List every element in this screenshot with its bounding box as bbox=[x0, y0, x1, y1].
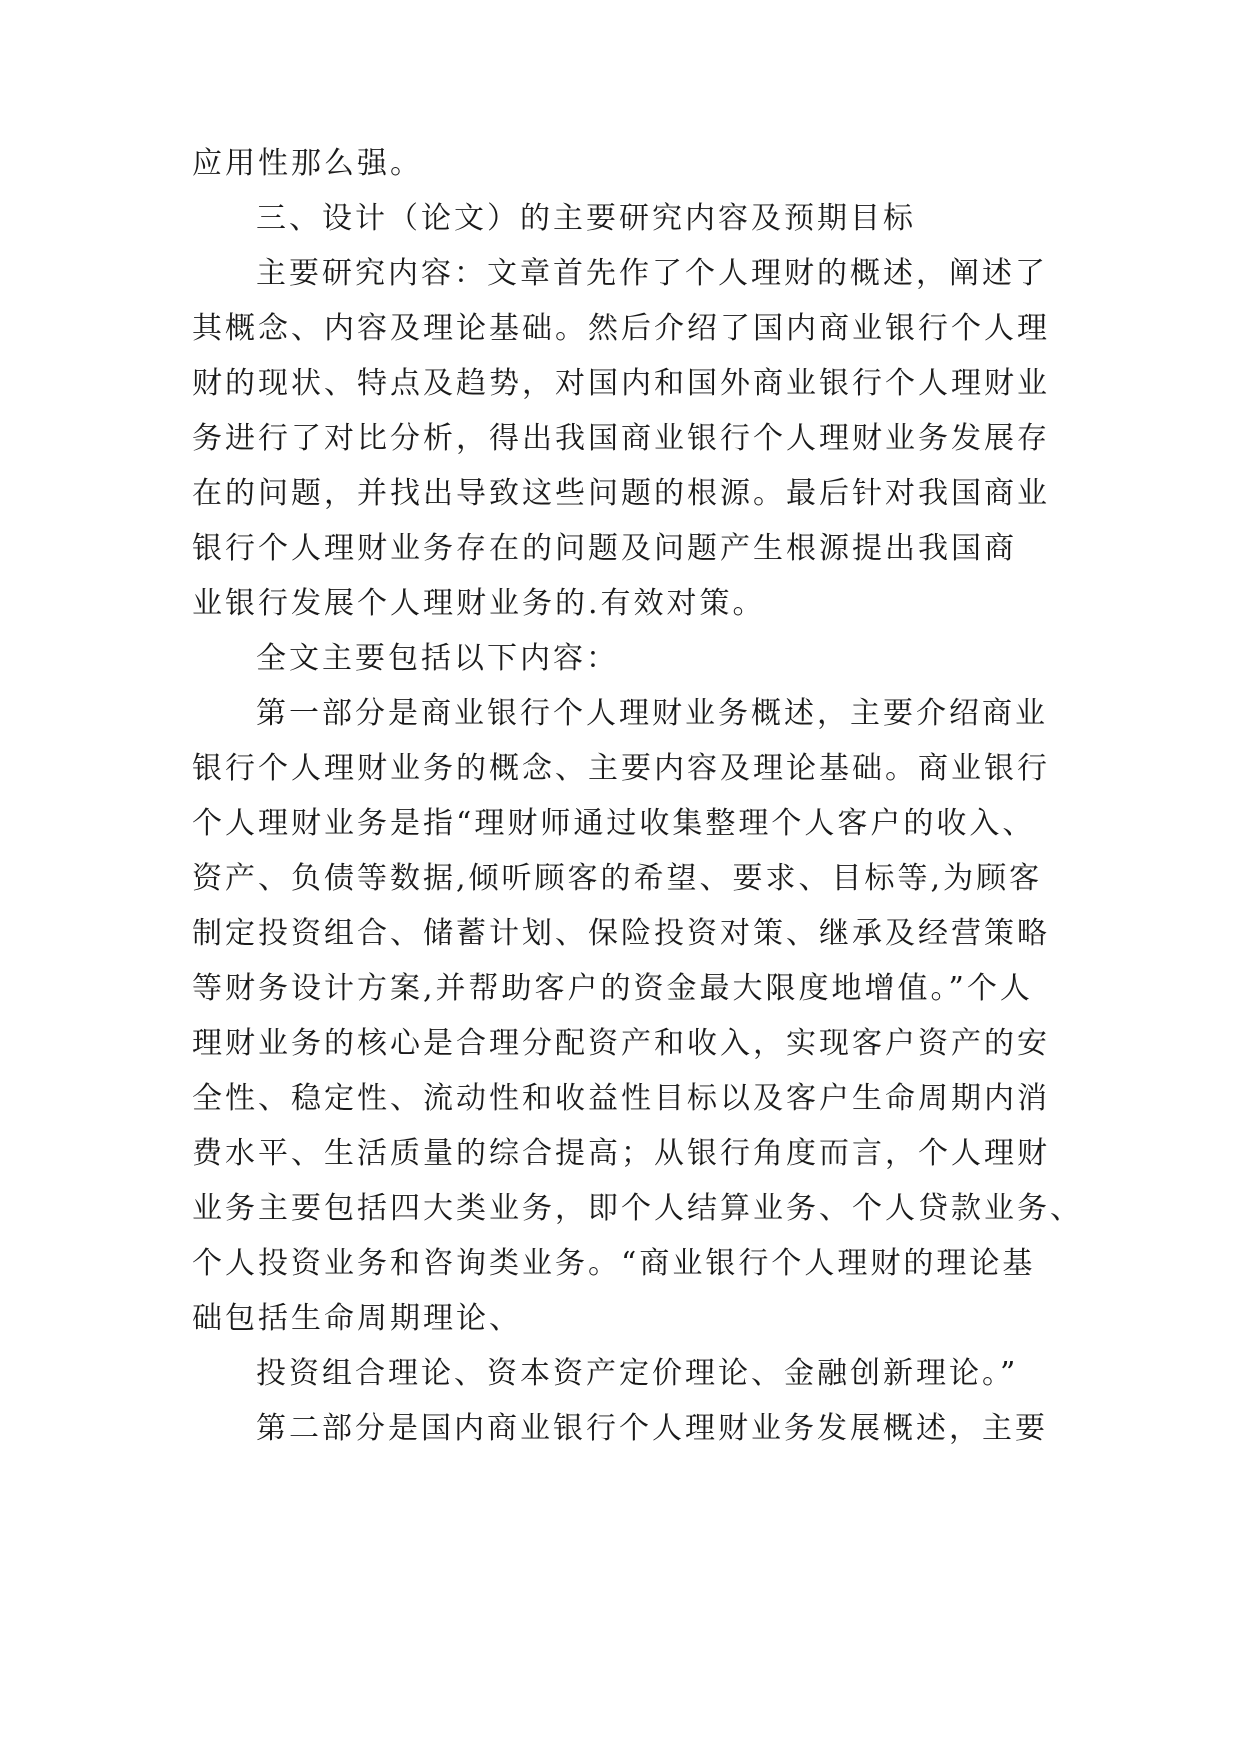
text-line: 应用性那么强。 bbox=[192, 146, 423, 181]
text-line: 银行个人理财业务的概念、主要内容及理论基础。商业银行 bbox=[192, 751, 1050, 786]
text-line: 全文主要包括以下内容： bbox=[256, 641, 619, 676]
text-line: 第二部分是国内商业银行个人理财业务发展概述，主要 bbox=[256, 1411, 1048, 1446]
text-line: 业银行发展个人理财业务的.有效对策。 bbox=[192, 586, 766, 621]
text-line: 在的问题，并找出导致这些问题的根源。最后针对我国商业 bbox=[192, 476, 1050, 511]
text-line: 资产、负债等数据,倾听顾客的希望、要求、目标等,为顾客 bbox=[192, 861, 1043, 896]
section-heading: 三、设计（论文）的主要研究内容及预期目标 bbox=[256, 201, 916, 236]
text-line: 全性、稳定性、流动性和收益性目标以及客户生命周期内消 bbox=[192, 1081, 1050, 1116]
text-line: 制定投资组合、储蓄计划、保险投资对策、继承及经营策略 bbox=[192, 916, 1050, 951]
text-line: 个人投资业务和咨询类业务。“商业银行个人理财的理论基 bbox=[192, 1246, 1036, 1281]
text-line: 主要研究内容：文章首先作了个人理财的概述，阐述了 bbox=[256, 256, 1048, 291]
text-line: 第一部分是商业银行个人理财业务概述，主要介绍商业 bbox=[256, 696, 1048, 731]
text-line: 等财务设计方案,并帮助客户的资金最大限度地增值。”个人 bbox=[192, 971, 1033, 1006]
text-line: 理财业务的核心是合理分配资产和收入，实现客户资产的安 bbox=[192, 1026, 1050, 1061]
text-line: 业务主要包括四大类业务，即个人结算业务、个人贷款业务、 bbox=[192, 1191, 1083, 1226]
text-line: 费水平、生活质量的综合提高；从银行角度而言，个人理财 bbox=[192, 1136, 1050, 1171]
text-line: 财的现状、特点及趋势，对国内和国外商业银行个人理财业 bbox=[192, 366, 1050, 401]
text-line: 其概念、内容及理论基础。然后介绍了国内商业银行个人理 bbox=[192, 311, 1050, 346]
text-line: 投资组合理论、资本资产定价理论、金融创新理论。” bbox=[256, 1356, 1019, 1391]
text-line: 础包括生命周期理论、 bbox=[192, 1301, 522, 1336]
text-line: 个人理财业务是指“理财师通过收集整理个人客户的收入、 bbox=[192, 806, 1036, 841]
text-line: 务进行了对比分析，得出我国商业银行个人理财业务发展存 bbox=[192, 421, 1050, 456]
text-line: 银行个人理财业务存在的问题及问题产生根源提出我国商 bbox=[192, 531, 1017, 566]
